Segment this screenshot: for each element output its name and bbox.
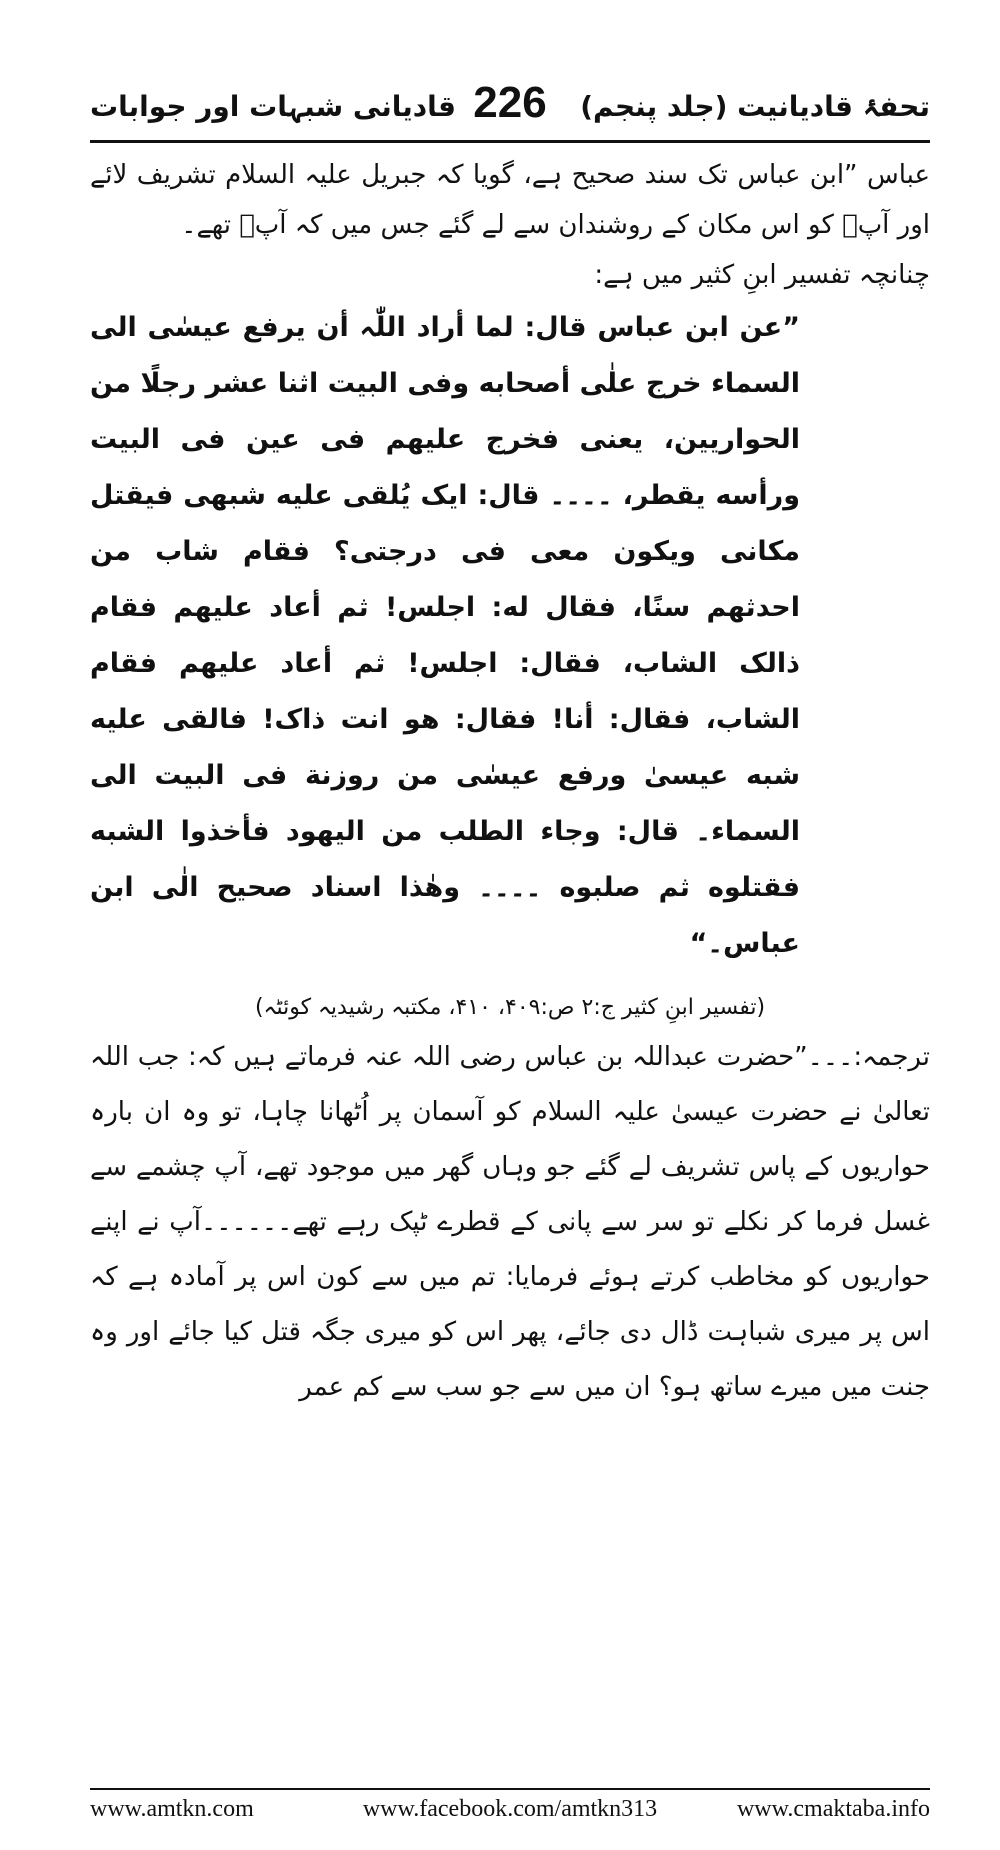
citation: (تفسیر ابنِ کثیر ج:۲ ص:۴۰۹، ۴۱۰، مکتبہ رشیدیہ کوئٹہ) [254,995,766,1020]
page-header [90,78,930,138]
translation-paragraph: ترجمہ:۔۔۔”حضرت عبداللہ بن عباس رضی اللہ عنہ فرماتے ہیں کہ: جب اللہ تعالیٰ نے حضرت عیسیٰ علیہ السلام کو آسمان پر اُٹھانا چاہا، تو وہ ان بارہ حواریوں کے پاس تشریف لے گئے جو وہاں گھر میں موجود تھے، آپ چشمے سے غسل فرما کر نکلے تو سر سے پانی کے قطرے ٹپک رہے تھے۔۔۔۔۔۔آپ نے اپنے حواریوں کو مخاطب کرتے ہوئے فرمایا: تم میں سے کون اس پر آمادہ ہے کہ اس پر میری شباہت ڈال دی جائے، پھر اس کو میری جگہ قتل کیا جائے اور وہ جنت میں میرے ساتھ ہو؟ ان میں سے جو سب سے کم عمر [90,1042,930,1402]
page-content [90,150,930,1415]
footer-link-cmaktaba[interactable]: www.cmaktaba.info [736,1796,930,1822]
section-title: قادیانی شبہات اور جوابات [90,90,456,123]
opening-paragraph: عباس ”ابن عباس تک سند صحیح ہے، گویا کہ جبریل علیہ السلام تشریف لائے اور آپؑ کو اس مکان کے روشندان سے لے گئے جس میں کہ آپؑ تھے۔ [90,160,930,240]
footer-divider [90,1788,930,1790]
header-divider [90,140,930,143]
footer-link-amtkn[interactable]: www.amtkn.com [90,1796,254,1822]
footer-link-facebook[interactable]: www.facebook.com/amtkn313 [362,1796,658,1822]
page-number: 226 [473,78,547,127]
book-title: تحفۂ قادیانیت (جلد پنجم) [580,90,930,123]
quote-intro: چنانچہ تفسیر ابنِ کثیر میں ہے: [594,260,930,290]
arabic-quotation: ”عن ابن عباس قال: لما أراد اللّٰہ أن یرفع عیسٰی الی السماء خرج علٰی أصحابه وفی البیت اثنا عشر رجلًا من الحواریین، یعنی فخرج علیهم فی عین فی البیت ورأسه یقطر، ۔۔۔۔ قال: ایک یُلقی علیه شبهی فیقتل مکانی ویکون معی فی درجتی؟ فقام شاب من احدثهم سنًا، فقال له: اجلس! ثم أعاد علیهم فقام ذالک الشاب، فقال: اجلس! ثم أعاد علیهم فقام الشاب، فقال: أنا! فقال: هو انت ذاک! فالقی علیه شبه عیسیٰ ورفع عیسٰی من روزنة فی البیت الی السماء۔ قال: وجاء الطلب من الیهود فأخذوا الشبه فقتلوه ثم صلبوه ۔۔۔۔ وهٰذا اسناد صحیح الٰی ابن عباس۔“ [90,312,800,959]
page-footer [90,1796,930,1836]
